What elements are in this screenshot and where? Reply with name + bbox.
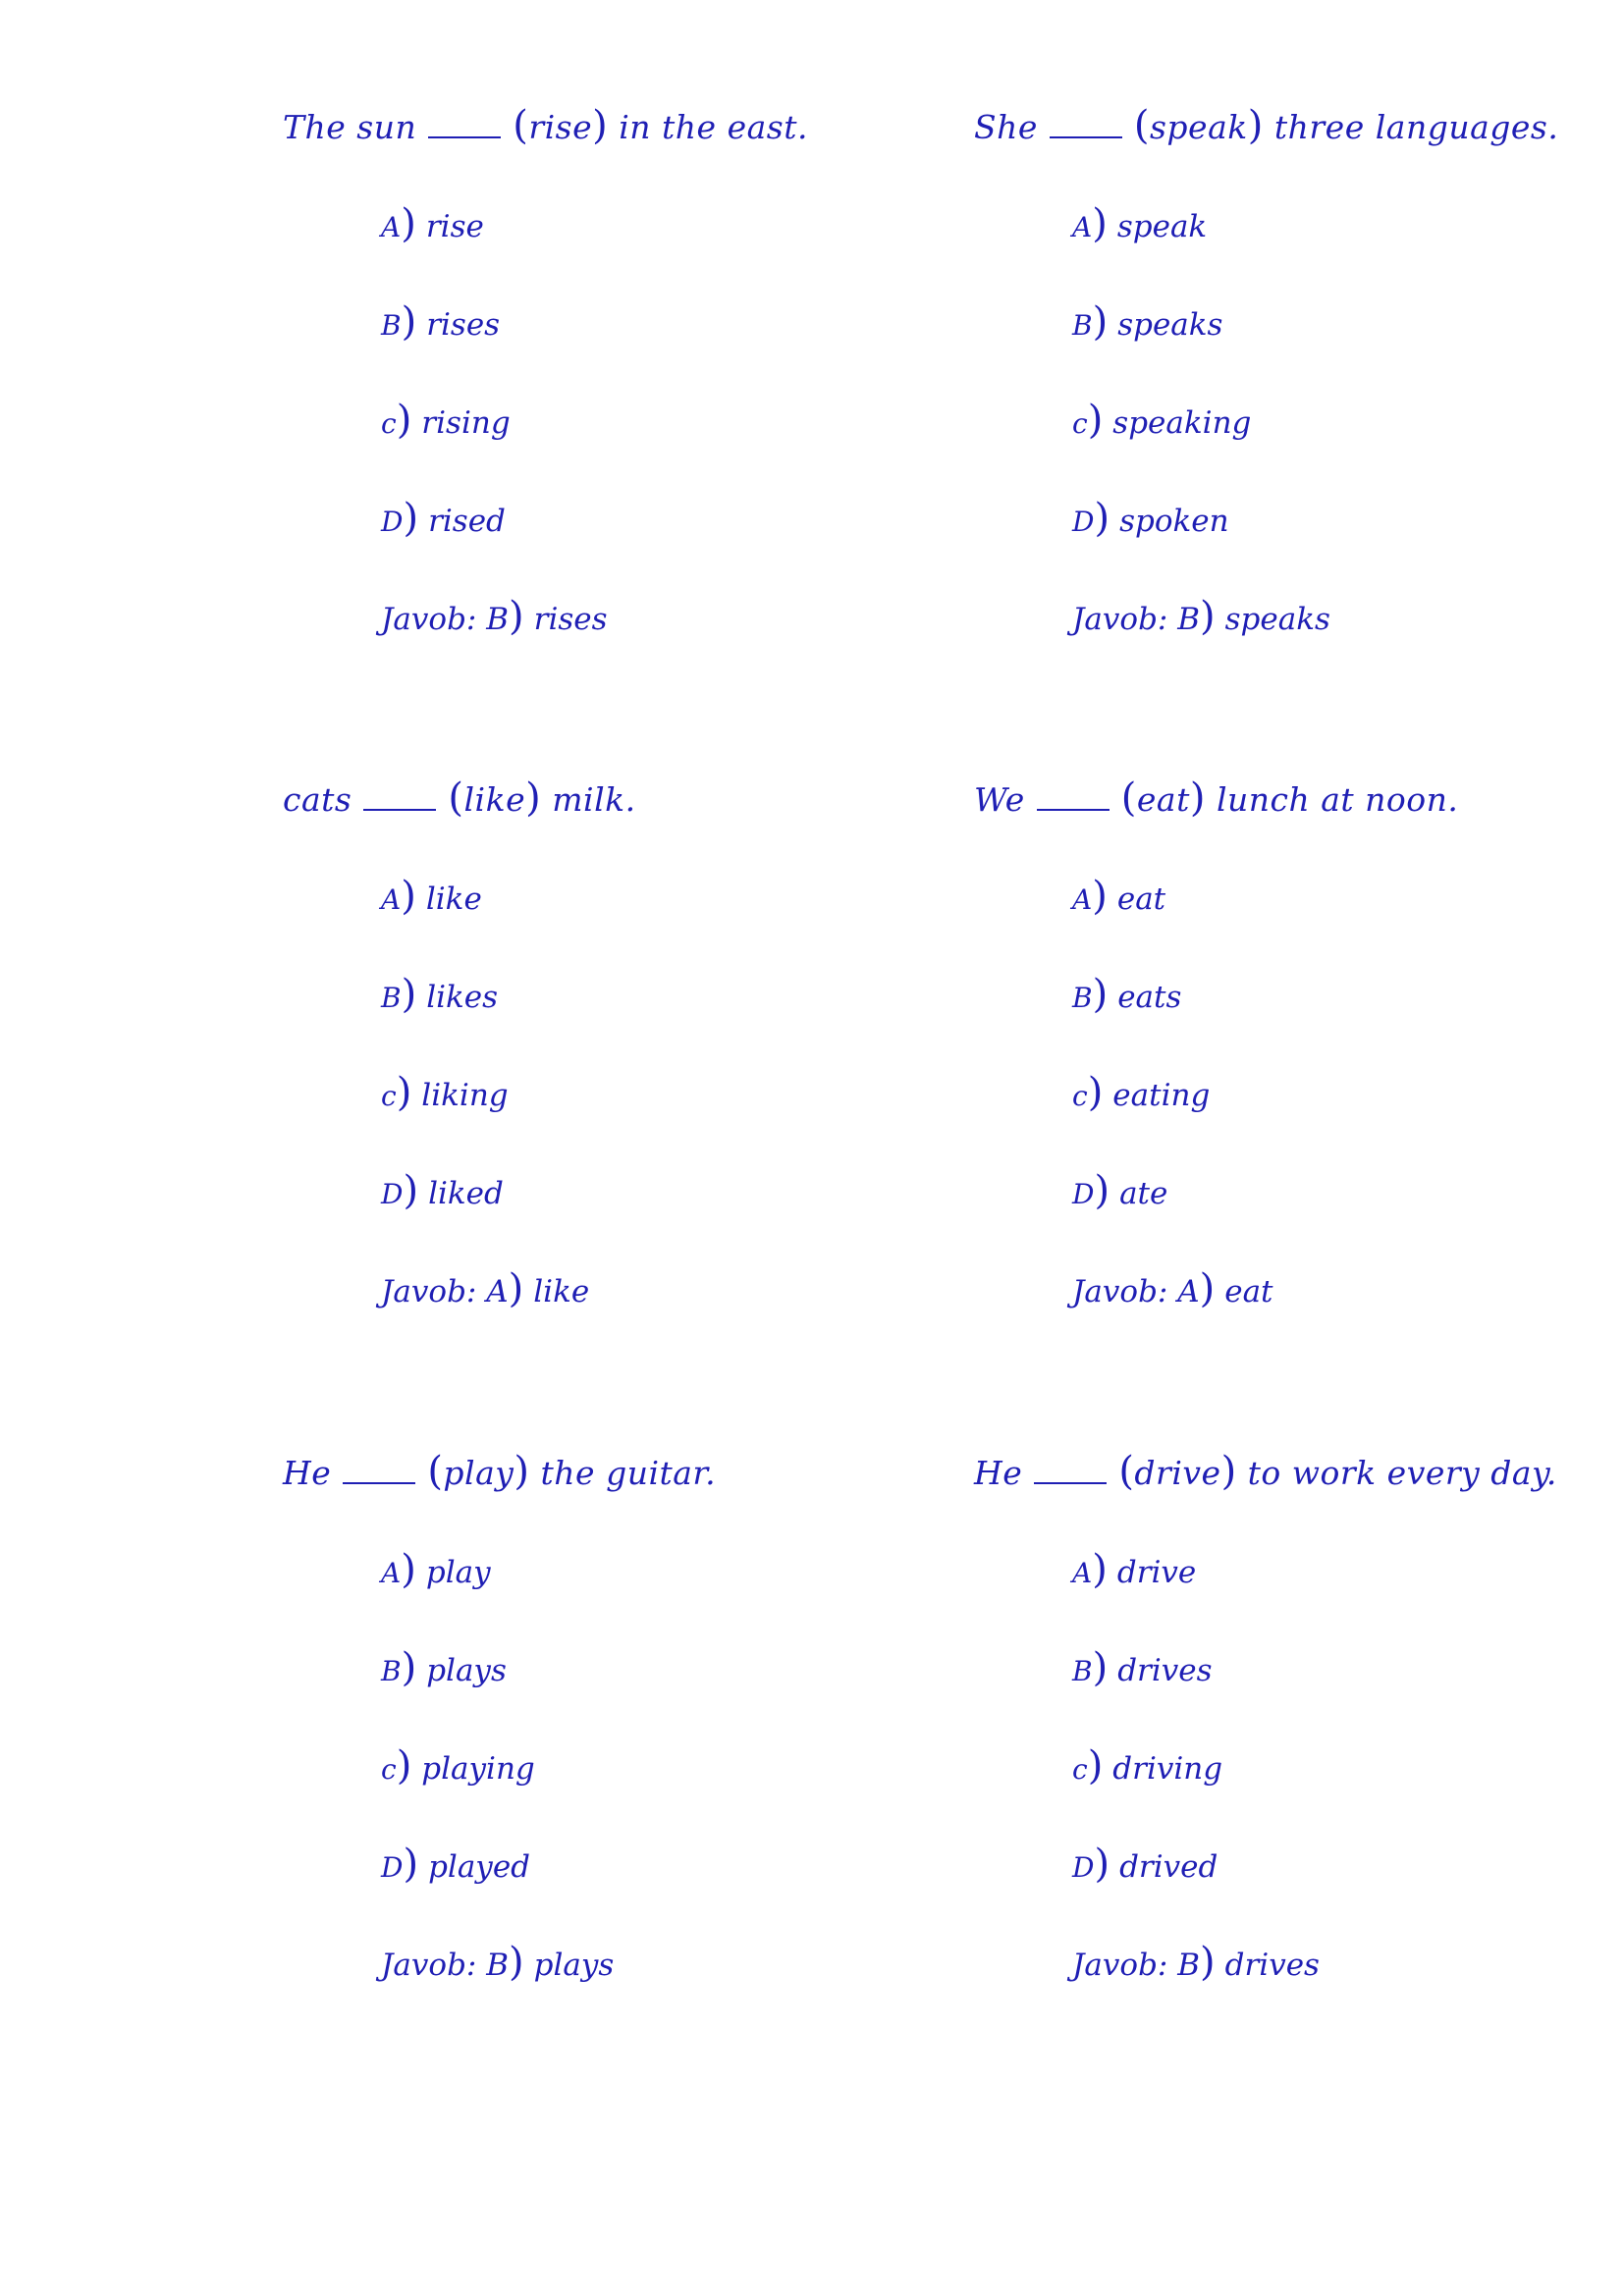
option-d xyxy=(381,496,608,597)
question-sentence xyxy=(283,775,911,821)
option-list xyxy=(381,1547,615,1985)
option-paren: ) xyxy=(1087,1070,1104,1115)
open-paren: ( xyxy=(1118,1449,1135,1494)
option-text: play xyxy=(425,1555,491,1590)
answer-paren: ) xyxy=(508,1266,524,1311)
question-rest: lunch at noon. xyxy=(1216,780,1459,819)
answer-text: eat xyxy=(1224,1274,1273,1309)
option-paren: ) xyxy=(1094,1842,1110,1887)
answer-text: drives xyxy=(1224,1948,1320,1983)
answer-paren: ) xyxy=(509,1940,524,1985)
option-d xyxy=(381,1844,614,1943)
option-letter: c xyxy=(1072,407,1088,440)
option-a xyxy=(1072,1547,1320,1648)
answer-letter: A xyxy=(1177,1274,1200,1309)
option-letter: D xyxy=(1072,506,1095,538)
option-text: rising xyxy=(421,405,511,441)
answer-line xyxy=(1072,1940,1320,1985)
question-rest: to work every day. xyxy=(1247,1454,1557,1492)
option-paren: ) xyxy=(401,299,417,345)
option-a xyxy=(381,874,589,975)
option-text: plays xyxy=(426,1653,507,1688)
option-text: liking xyxy=(421,1078,509,1113)
option-b xyxy=(1072,972,1273,1073)
question-sentence xyxy=(974,103,1602,148)
option-d xyxy=(1072,1844,1320,1943)
option-text: liked xyxy=(428,1176,504,1211)
question-sentence xyxy=(974,775,1602,821)
question-rest: three languages. xyxy=(1273,108,1559,146)
base-verb: drive xyxy=(1134,1454,1221,1492)
option-b xyxy=(1072,299,1330,400)
answer-text: like xyxy=(533,1274,590,1309)
option-paren: ) xyxy=(1094,1168,1110,1213)
option-text: eating xyxy=(1112,1078,1211,1113)
option-letter: D xyxy=(381,1178,404,1210)
option-text: drived xyxy=(1119,1849,1218,1885)
option-paren: ) xyxy=(1092,299,1109,345)
option-paren: ) xyxy=(403,1842,419,1887)
option-letter: B xyxy=(381,309,402,342)
option-paren: ) xyxy=(1094,496,1110,541)
question-subject: The sun xyxy=(283,108,417,146)
option-text: driving xyxy=(1112,1751,1223,1787)
option-letter: B xyxy=(381,982,402,1014)
open-paren: ( xyxy=(1120,775,1137,821)
base-verb: like xyxy=(463,780,526,819)
option-a xyxy=(1072,874,1273,975)
option-paren: ) xyxy=(401,874,416,919)
option-a xyxy=(1072,201,1330,302)
answer-line xyxy=(381,1266,590,1311)
question-block xyxy=(974,103,1602,639)
option-list xyxy=(1072,874,1273,1311)
option-a xyxy=(381,1547,614,1648)
answer-blank xyxy=(1037,783,1110,811)
answer-prefix: Javob: xyxy=(381,1274,477,1309)
base-verb: eat xyxy=(1136,780,1190,819)
answer-letter: B xyxy=(1177,602,1201,637)
answer-blank xyxy=(1050,111,1122,138)
option-c xyxy=(1072,1070,1273,1171)
option-paren: ) xyxy=(1092,972,1109,1017)
question-block xyxy=(283,1449,911,1985)
answer-prefix: Javob: xyxy=(1072,1948,1168,1983)
answer-blank xyxy=(363,783,436,811)
answer-line xyxy=(381,1940,615,1985)
answer-blank xyxy=(428,111,501,138)
option-letter: D xyxy=(1072,1851,1095,1884)
question-block xyxy=(974,1449,1602,1985)
option-letter: c xyxy=(381,1080,397,1112)
option-paren: ) xyxy=(396,1070,412,1115)
option-paren: ) xyxy=(401,201,416,246)
option-letter: B xyxy=(1072,309,1093,342)
close-paren: ) xyxy=(525,775,542,821)
option-paren: ) xyxy=(403,496,419,541)
option-b xyxy=(381,972,589,1073)
option-letter: A xyxy=(381,883,402,916)
option-paren: ) xyxy=(1092,1645,1109,1690)
answer-prefix: Javob: xyxy=(1072,602,1168,637)
option-text: drive xyxy=(1116,1555,1197,1590)
option-text: speak xyxy=(1116,209,1208,244)
option-d xyxy=(1072,1168,1273,1269)
answer-text: rises xyxy=(533,602,608,637)
answer-letter: A xyxy=(486,1274,509,1309)
option-text: playing xyxy=(421,1751,535,1787)
question-rest: milk. xyxy=(552,780,636,819)
option-paren: ) xyxy=(396,1743,412,1789)
base-verb: rise xyxy=(528,108,593,146)
close-paren: ) xyxy=(1189,775,1206,821)
option-letter: D xyxy=(1072,1178,1095,1210)
close-paren: ) xyxy=(514,1449,530,1494)
question-subject: cats xyxy=(283,780,352,819)
answer-paren: ) xyxy=(1200,1940,1216,1985)
question-rest: the guitar. xyxy=(540,1454,717,1492)
option-c xyxy=(1072,400,1330,499)
option-text: drives xyxy=(1117,1653,1213,1688)
option-text: rised xyxy=(428,504,506,539)
answer-paren: ) xyxy=(509,594,524,639)
option-text: spoken xyxy=(1119,504,1229,539)
option-paren: ) xyxy=(1092,201,1108,246)
option-c xyxy=(381,400,608,499)
open-paren: ( xyxy=(448,775,464,821)
option-d xyxy=(381,1168,589,1269)
option-paren: ) xyxy=(401,1547,416,1592)
question-block xyxy=(283,775,911,1311)
option-paren: ) xyxy=(1092,1547,1108,1592)
option-list xyxy=(381,201,608,639)
option-paren: ) xyxy=(403,1168,419,1213)
option-text: played xyxy=(428,1849,531,1885)
question-rest: in the east. xyxy=(619,108,808,146)
option-list xyxy=(381,874,590,1311)
open-paren: ( xyxy=(427,1449,444,1494)
option-letter: c xyxy=(1072,1753,1088,1786)
option-letter: c xyxy=(381,407,397,440)
open-paren: ( xyxy=(513,103,529,148)
close-paren: ) xyxy=(592,103,609,148)
answer-paren: ) xyxy=(1200,594,1216,639)
option-text: rise xyxy=(425,209,484,244)
option-letter: B xyxy=(1072,982,1093,1014)
answer-paren: ) xyxy=(1199,1266,1216,1311)
base-verb: speak xyxy=(1150,108,1248,146)
option-letter: c xyxy=(1072,1080,1088,1112)
question-subject: He xyxy=(283,1454,332,1492)
option-paren: ) xyxy=(396,398,412,443)
option-paren: ) xyxy=(401,1645,417,1690)
option-text: like xyxy=(425,881,482,917)
option-letter: D xyxy=(381,1851,404,1884)
option-letter: A xyxy=(1072,1557,1093,1589)
option-text: speaking xyxy=(1112,405,1252,441)
answer-prefix: Javob: xyxy=(381,1948,477,1983)
open-paren: ( xyxy=(1133,103,1150,148)
option-d xyxy=(1072,496,1330,597)
option-letter: B xyxy=(1072,1655,1093,1687)
answer-blank xyxy=(1034,1457,1107,1484)
option-paren: ) xyxy=(401,972,417,1017)
option-letter: D xyxy=(381,506,404,538)
option-paren: ) xyxy=(1092,874,1108,919)
option-letter: B xyxy=(381,1655,402,1687)
option-b xyxy=(381,299,608,400)
option-list xyxy=(1072,201,1330,639)
option-c xyxy=(381,1743,614,1844)
question-sentence xyxy=(283,103,911,148)
option-b xyxy=(381,1645,614,1746)
question-block xyxy=(283,103,911,639)
answer-prefix: Javob: xyxy=(381,602,477,637)
question-sentence xyxy=(283,1449,911,1494)
answer-text: plays xyxy=(533,1948,615,1983)
option-paren: ) xyxy=(1087,1743,1104,1789)
option-text: rises xyxy=(426,307,501,343)
question-subject: We xyxy=(974,780,1025,819)
option-b xyxy=(1072,1645,1320,1746)
close-paren: ) xyxy=(1220,1449,1237,1494)
answer-letter: B xyxy=(486,1948,510,1983)
answer-line xyxy=(1072,1266,1273,1311)
question-subject: He xyxy=(974,1454,1023,1492)
question-subject: She xyxy=(974,108,1038,146)
answer-blank xyxy=(343,1457,415,1484)
option-letter: A xyxy=(1072,883,1093,916)
answer-letter: B xyxy=(486,602,510,637)
option-letter: A xyxy=(381,1557,402,1589)
option-list xyxy=(1072,1547,1320,1985)
option-a xyxy=(381,201,608,302)
question-sentence xyxy=(974,1449,1602,1494)
answer-line xyxy=(1072,594,1330,639)
option-letter: A xyxy=(1072,211,1093,243)
option-letter: A xyxy=(381,211,402,243)
option-text: likes xyxy=(426,980,499,1015)
option-text: speaks xyxy=(1117,307,1223,343)
close-paren: ) xyxy=(1247,103,1264,148)
answer-line xyxy=(381,594,608,639)
option-c xyxy=(1072,1743,1320,1844)
option-text: eats xyxy=(1117,980,1182,1015)
answer-letter: B xyxy=(1177,1948,1201,1983)
answer-text: speaks xyxy=(1224,602,1330,637)
option-text: ate xyxy=(1119,1176,1168,1211)
option-letter: c xyxy=(381,1753,397,1786)
option-text: eat xyxy=(1116,881,1166,917)
base-verb: play xyxy=(443,1454,514,1492)
option-c xyxy=(381,1070,589,1171)
question-block xyxy=(974,775,1602,1311)
option-paren: ) xyxy=(1087,398,1104,443)
answer-prefix: Javob: xyxy=(1072,1274,1168,1309)
